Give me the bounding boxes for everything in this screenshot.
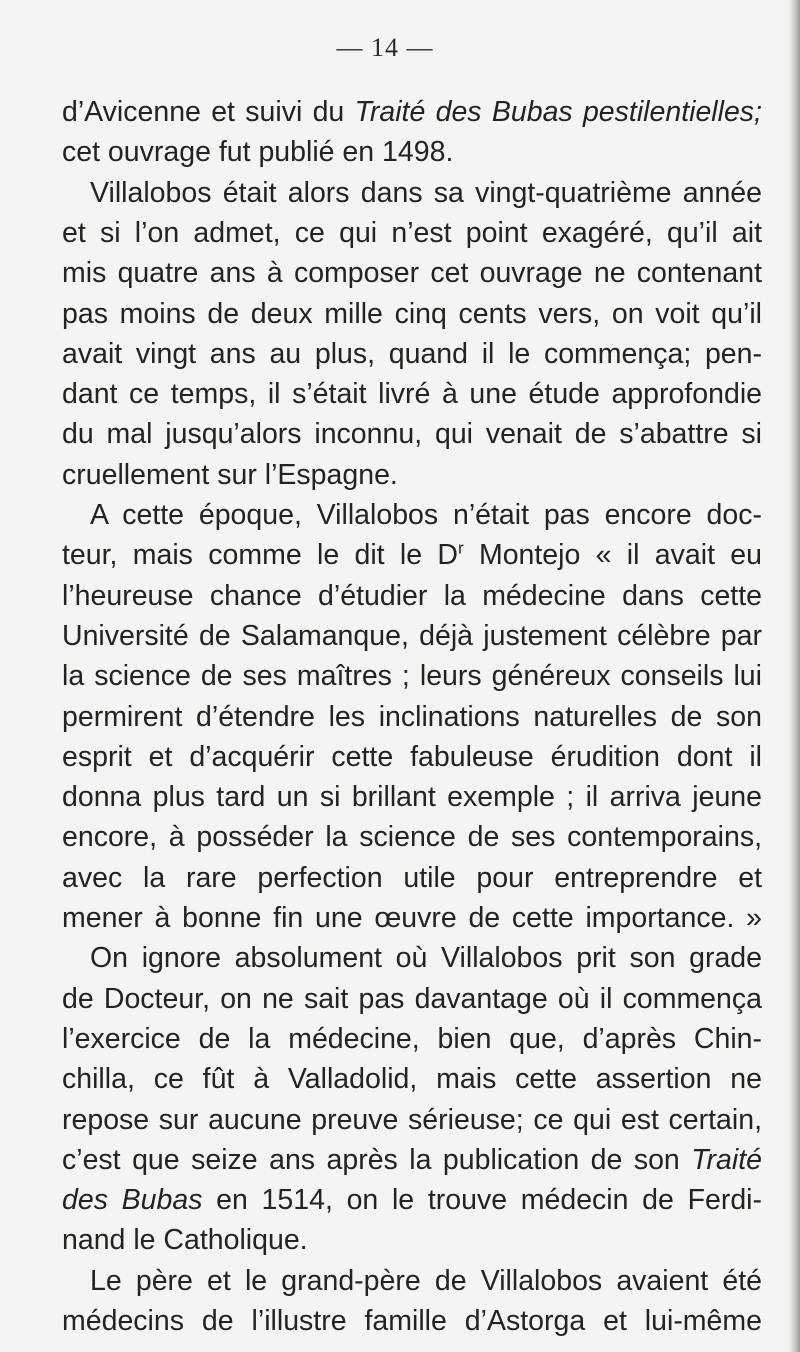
text-line <box>62 455 762 495</box>
text-line <box>62 414 762 454</box>
page-edge-shadow <box>788 0 800 1352</box>
italic-text: Traité des Bubas pestilentielles; <box>354 96 762 128</box>
text-span: encore, à posséder la science de ses contemporains, <box>62 821 762 854</box>
text-line <box>62 213 762 253</box>
text-span: du mal jusqu’alors inconnu, qui venait de s’abattre si <box>62 418 762 451</box>
text-span: et si l’on admet, ce qui n’est point exagéré, qu’il ait <box>62 216 762 249</box>
text-span: c’est que seize ans après la publication de son <box>62 1143 692 1176</box>
text-span: d’Avicenne et suivi du <box>62 96 355 128</box>
text-line <box>62 334 762 374</box>
text-line <box>62 535 762 575</box>
text-span: donna plus tard un si brillant exemple ; il arriva jeune <box>62 781 762 814</box>
text-span: Montejo « il avait eu <box>463 539 762 572</box>
text-span: chilla, ce fût à Valladolid, mais cette assertion ne <box>62 1063 762 1096</box>
text-line <box>62 1140 762 1180</box>
text-line <box>90 938 762 978</box>
text-span: Université de Salamanque, déjà justement célèbre par <box>62 619 762 652</box>
text-span: l’exercice de la médecine, bien que, d’après Chin- <box>62 1022 762 1055</box>
text-line <box>62 1059 762 1099</box>
text-line <box>62 1301 762 1341</box>
text-span: repose sur aucune preuve sérieuse; ce qui est certain, <box>62 1103 762 1136</box>
text-span: teur, mais comme le dit le D <box>62 539 458 572</box>
text-line <box>90 495 762 535</box>
text-line <box>62 898 762 938</box>
text-span: avec la rare perfection utile pour entreprendre et <box>62 861 762 894</box>
text-line <box>62 253 762 293</box>
text-span: de Docteur, on ne sait pas davantage où il commença <box>62 982 762 1015</box>
text-line <box>90 1261 762 1301</box>
text-line <box>62 1220 762 1260</box>
text-line <box>62 1180 762 1220</box>
text-line <box>62 294 762 334</box>
text-span: cruellement sur l’Espagne. <box>62 458 398 491</box>
text-span: la science de ses maîtres ; leurs généreux conseils lui <box>62 660 762 693</box>
text-span: pas moins de deux mille cinq cents vers, on voit qu’il <box>62 297 762 330</box>
text-span: avait vingt ans au plus, quand il le commença; pen- <box>62 337 762 370</box>
italic-text: des Bubas <box>62 1184 203 1217</box>
text-line <box>90 173 762 213</box>
text-line <box>62 92 762 132</box>
text-line <box>62 374 762 414</box>
text-line <box>62 737 762 777</box>
text-line <box>62 1019 762 1059</box>
text-span: mis quatre ans à composer cet ouvrage ne contenant <box>62 257 762 290</box>
text-span: dant ce temps, il s’était livré à une étude approfondie <box>62 378 762 411</box>
text-line <box>62 979 762 1019</box>
text-line <box>62 697 762 737</box>
text-span: permirent d’étendre les inclinations naturelles de son <box>62 700 762 733</box>
text-line <box>62 616 762 656</box>
text-line <box>62 817 762 857</box>
text-span: A cette époque, Villalobos n’était pas encore doc- <box>90 499 762 531</box>
text-span: médecins de l’illustre famille d’Astorga et lui-même <box>62 1305 762 1337</box>
text-line <box>62 858 762 898</box>
superscript-text: r <box>457 538 464 558</box>
text-span: nand le Catholique. <box>62 1224 308 1257</box>
text-span: Villalobos était alors dans sa vingt-quatrième année <box>90 176 762 209</box>
text-span: mener à bonne fin une œuvre de cette importance. » <box>62 902 762 934</box>
text-line <box>62 777 762 817</box>
text-span: l’heureuse chance d’étudier la médecine dans cette <box>62 579 762 612</box>
text-line <box>62 132 762 172</box>
italic-text: Traité <box>691 1143 762 1176</box>
text-span: cet ouvrage fut publié en 1498. <box>62 136 454 169</box>
page-number: — 14 — <box>336 33 434 62</box>
text-line <box>62 1100 762 1140</box>
text-span: On ignore absolument où Villalobos prit son grade <box>90 942 762 975</box>
text-span: Le père et le grand-père de Villalobos avaient été <box>90 1264 762 1297</box>
text-line <box>62 576 762 616</box>
text-span: esprit et d’acquérir cette fabuleuse érudition dont il <box>62 740 762 773</box>
text-span: en 1514, on le trouve médecin de Ferdi- <box>202 1184 762 1217</box>
text-line <box>62 656 762 696</box>
